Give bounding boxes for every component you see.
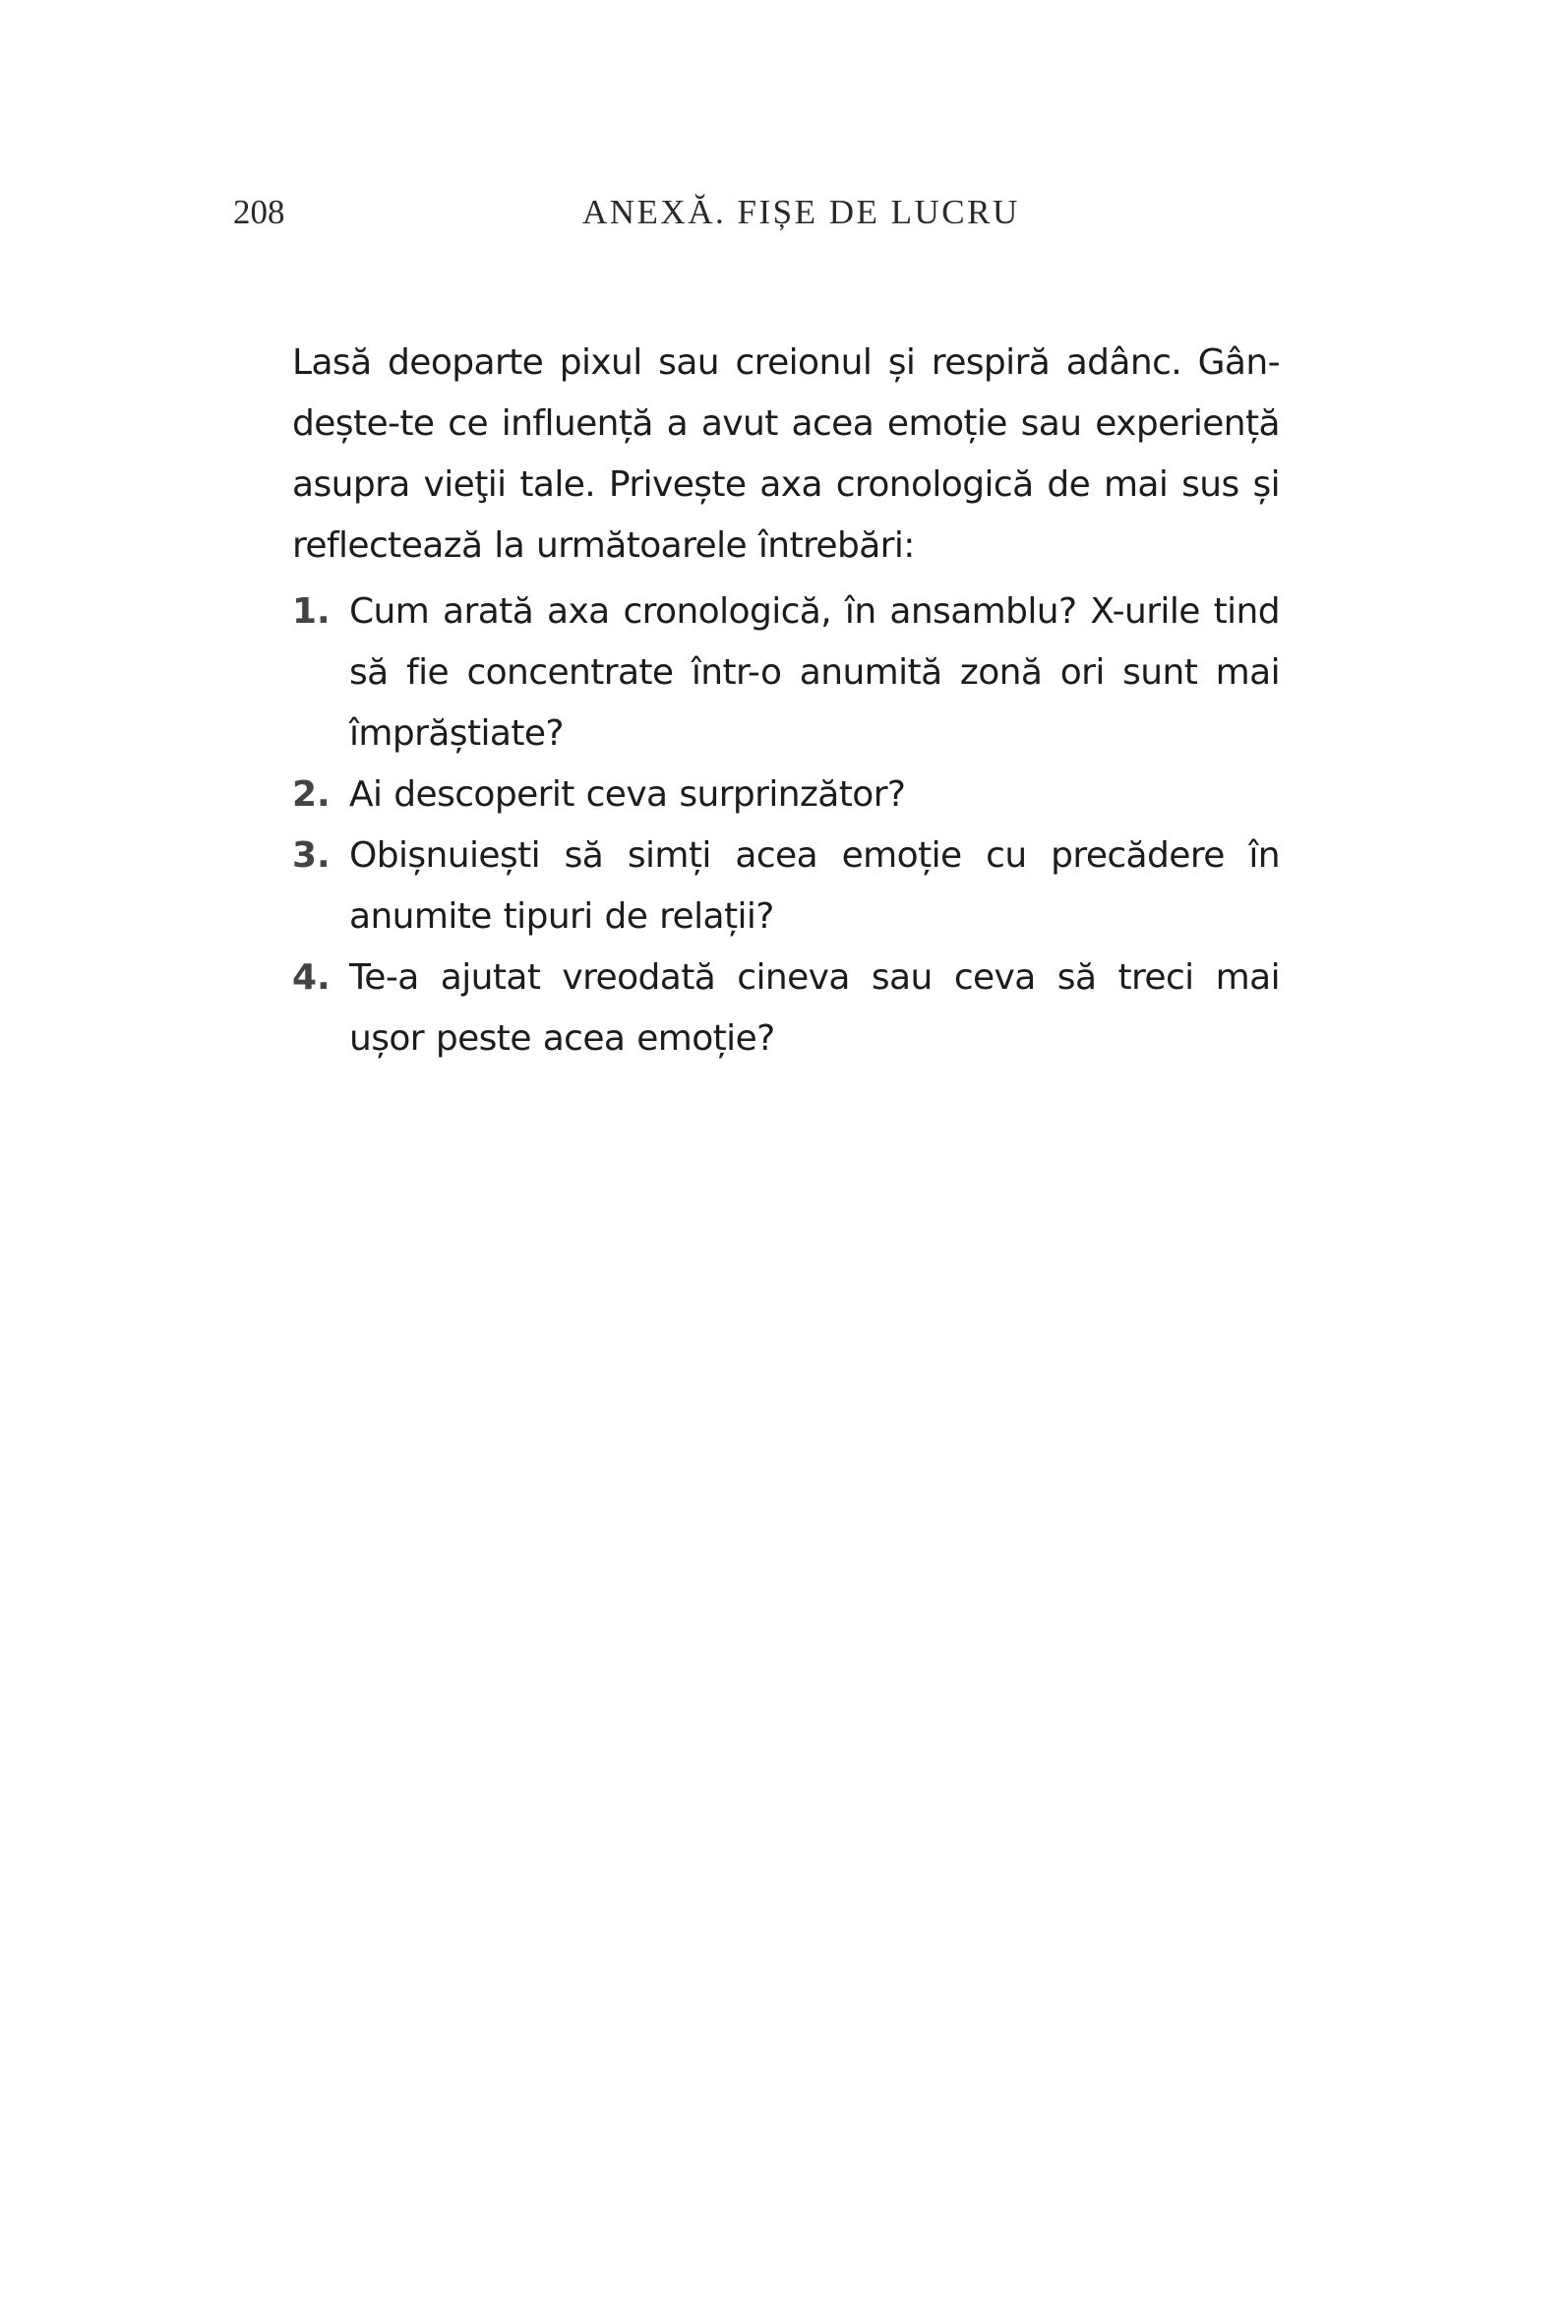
question-text: Ai descoperit ceva surprinzător? — [349, 774, 906, 815]
question-number: 1. — [292, 591, 331, 632]
list-item — [292, 581, 1280, 764]
running-head — [0, 189, 1568, 236]
list-item — [292, 826, 1280, 948]
page-number: 208 — [233, 193, 285, 231]
question-number: 2. — [292, 774, 331, 815]
question-text: Cum arată axa cronologică, în ansamblu? X-urile tind să fie concentrate într-o anumită zonă ori sunt mai împrăștiate? — [349, 591, 1280, 754]
list-item — [292, 948, 1280, 1070]
list-item — [292, 764, 1280, 826]
question-text: Te-a ajutat vreodată cineva sau ceva să treci mai ușor peste acea emoție? — [349, 957, 1280, 1059]
running-title: ANEXĂ. FIȘE DE LUCRU — [582, 193, 1020, 231]
question-number: 4. — [292, 957, 331, 998]
body-text — [292, 333, 1280, 1070]
question-list — [292, 581, 1280, 1070]
question-number: 3. — [292, 835, 331, 876]
question-text: Obișnuiești să simți acea emoție cu precădere în anumite tipuri de relații? — [349, 835, 1280, 937]
intro-paragraph: Lasă deoparte pixul sau creionul și respiră adânc. Gân-dește-te ce influență a avut acea emoție sau experiență asupra vieţii tale. Privește axa cronologică de mai sus și reflectează la următoarele întrebări: — [292, 342, 1280, 566]
